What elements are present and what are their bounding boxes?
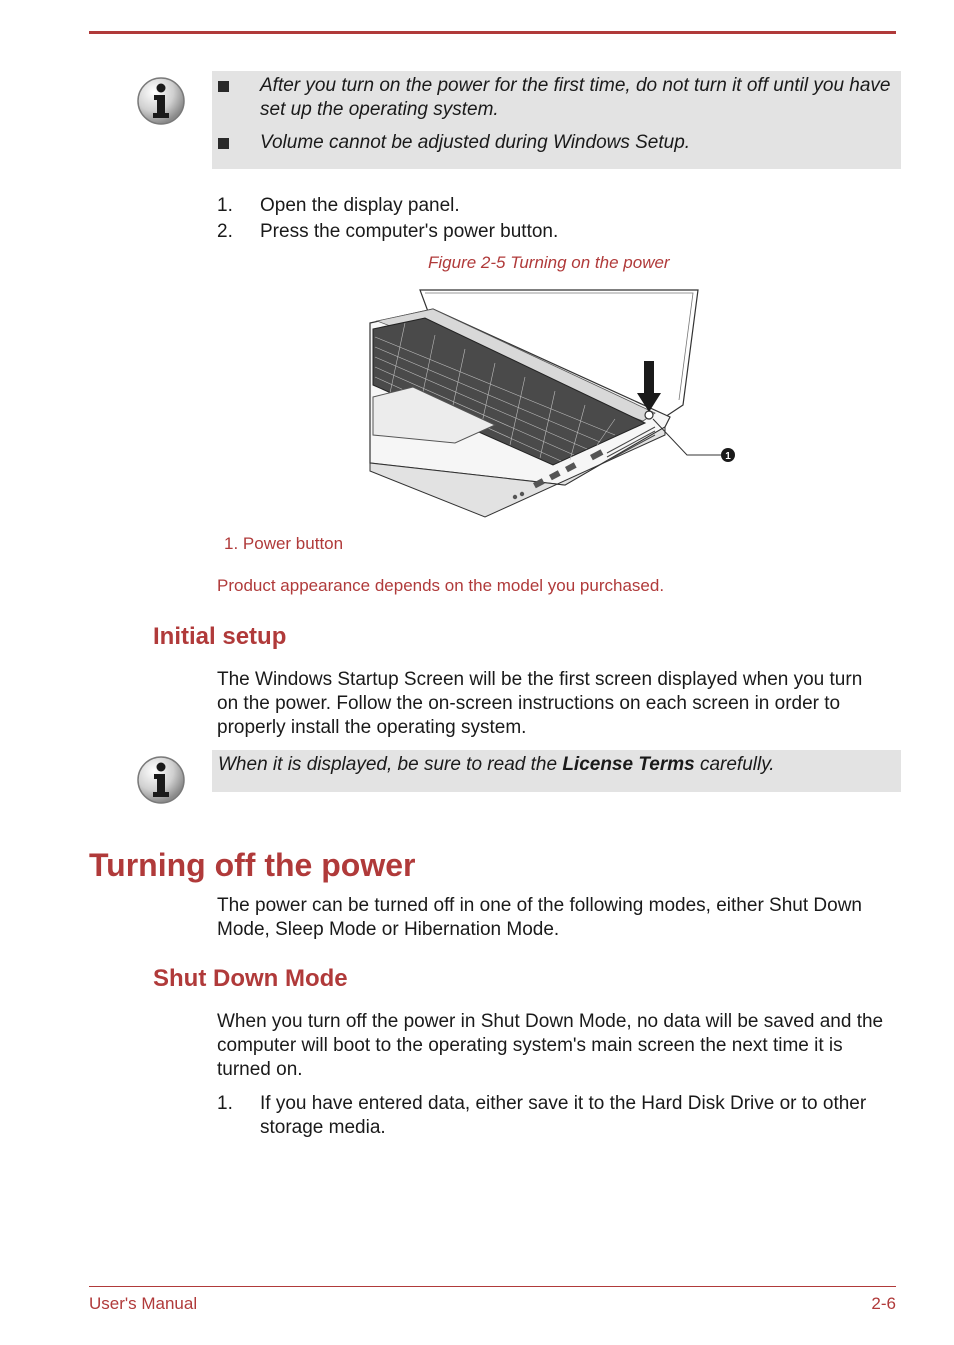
bullet-marker bbox=[218, 138, 229, 149]
list-item bbox=[217, 220, 887, 244]
figure-disclaimer: Product appearance depends on the model you purchased. bbox=[217, 576, 665, 595]
list-number: 2. bbox=[217, 221, 233, 242]
heading-initial-setup: Initial setup bbox=[153, 623, 287, 650]
note-volume-setup: Volume cannot be adjusted during Windows Setup. bbox=[260, 132, 691, 153]
note-license bbox=[218, 753, 891, 777]
paragraph-shut-down: When you turn off the power in Shut Down Mode, no data will be saved and the computer will boot to the operating system's main screen the next time it is turned on. bbox=[217, 1011, 884, 1080]
list-number: 1. bbox=[217, 1093, 233, 1114]
figure-legend: 1. Power button bbox=[224, 534, 344, 553]
paragraph-initial-setup: The Windows Startup Screen will be the first screen displayed when you turn on the power. Follow the on-screen instructions on each screen in order to properly install the operating system. bbox=[217, 669, 863, 738]
note-license-prefix: When it is displayed, be sure to read the bbox=[218, 754, 563, 775]
laptop-illustration bbox=[365, 285, 745, 525]
header-rule bbox=[89, 31, 896, 34]
paragraph-turning-off: The power can be turned off in one of the following modes, either Shut Down Mode, Sleep Mode or Hibernation Mode. bbox=[217, 895, 862, 940]
list-number: 1. bbox=[217, 195, 233, 216]
list-text: Open the display panel. bbox=[260, 195, 460, 216]
info-icon bbox=[136, 76, 186, 126]
list-item bbox=[217, 194, 887, 218]
list-item bbox=[217, 1092, 887, 1140]
note-box-power-on bbox=[212, 71, 901, 169]
bullet-marker bbox=[218, 81, 229, 92]
heading-shut-down-mode: Shut Down Mode bbox=[153, 965, 348, 992]
footer-page-number: 2-6 bbox=[871, 1294, 896, 1313]
heading-turning-off-power: Turning off the power bbox=[89, 847, 416, 883]
note-box-license bbox=[212, 750, 901, 792]
list-text: Press the computer's power button. bbox=[260, 221, 559, 242]
note-license-suffix: carefully. bbox=[694, 754, 775, 775]
figure-caption: Figure 2-5 Turning on the power bbox=[428, 253, 670, 272]
footer-rule bbox=[89, 1286, 896, 1287]
callout-number: 1 bbox=[725, 451, 731, 462]
info-icon bbox=[136, 755, 186, 805]
list-text: If you have entered data, either save it to the Hard Disk Drive or to other storage media. bbox=[260, 1093, 867, 1138]
note-first-power-on: After you turn on the power for the first time, do not turn it off until you have set up the operating system. bbox=[260, 75, 891, 120]
footer-manual-title: User's Manual bbox=[89, 1294, 198, 1313]
license-terms-emphasis: License Terms bbox=[562, 754, 695, 775]
